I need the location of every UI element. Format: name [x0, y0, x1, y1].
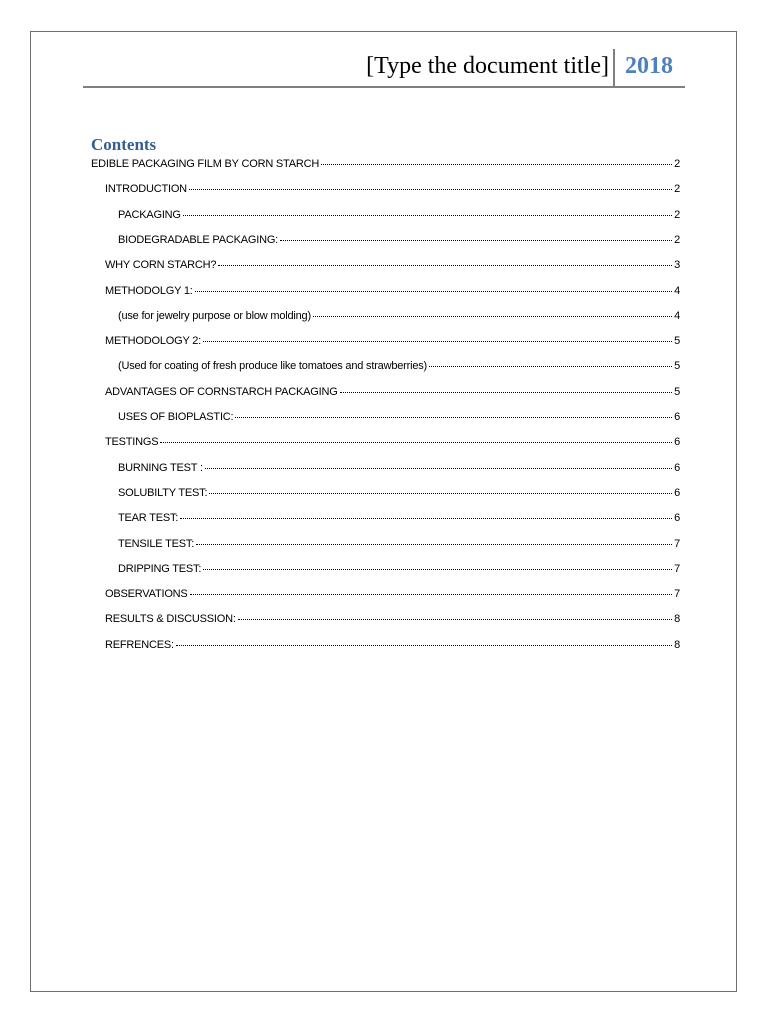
- toc-page-number: 5: [674, 385, 680, 398]
- toc-dot-leader: [203, 569, 672, 570]
- toc-entry-title: PACKAGING: [118, 208, 181, 221]
- toc-entry-title: BURNING TEST :: [118, 461, 203, 474]
- toc-page-number: 6: [674, 411, 680, 423]
- header-separator: [613, 49, 615, 86]
- toc-entry-title: USES OF BIOPLASTIC:: [118, 411, 234, 423]
- toc-page-number: 7: [674, 537, 680, 550]
- toc-dot-leader: [180, 518, 672, 519]
- toc-entry-title: TENSILE TEST:: [118, 537, 195, 550]
- toc-entry-title: METHODOLGY 1:: [105, 284, 193, 297]
- toc-dot-leader: [235, 417, 672, 418]
- toc-page-number: 5: [674, 360, 680, 373]
- toc-entry[interactable]: [91, 512, 680, 530]
- toc-page-number: 8: [674, 613, 680, 626]
- toc-page-number: 2: [674, 158, 680, 170]
- toc-entry-title: METHODOLOGY 2:: [105, 335, 202, 348]
- toc-entry-title: SOLUBILTY TEST:: [118, 486, 208, 499]
- toc-entry[interactable]: [91, 538, 680, 556]
- toc-page-number: 2: [674, 233, 680, 246]
- toc-entry-title: TEAR TEST:: [118, 512, 179, 525]
- toc-entry[interactable]: [91, 285, 680, 303]
- toc-dot-leader: [195, 291, 672, 292]
- toc-dot-leader: [183, 215, 672, 216]
- toc-dot-leader: [218, 265, 672, 266]
- toc-dot-leader: [321, 164, 672, 165]
- toc-entry-title: TESTINGS: [105, 436, 159, 449]
- toc-dot-leader: [176, 645, 672, 646]
- toc-entry[interactable]: [91, 259, 680, 277]
- toc-entry[interactable]: [91, 183, 680, 201]
- toc-page-number: 4: [674, 309, 680, 322]
- toc-entry[interactable]: [91, 360, 680, 378]
- toc-entry-title: EDIBLE PACKAGING FILM BY CORN STARCH: [91, 158, 320, 170]
- page-header: [83, 49, 685, 88]
- toc-entry[interactable]: [91, 436, 680, 454]
- toc-page-number: 7: [674, 562, 680, 575]
- toc-page-number: 6: [674, 461, 680, 474]
- toc-dot-leader: [209, 493, 672, 494]
- toc-entry-title: RESULTS & DISCUSSION:: [105, 613, 236, 626]
- toc-entry[interactable]: [91, 335, 680, 353]
- toc-entry-title: REFRENCES:: [105, 638, 174, 651]
- header-year[interactable]: 2018: [625, 53, 673, 79]
- toc-entry-title: BIODEGRADABLE PACKAGING:: [118, 233, 279, 246]
- toc-entry-title: INTRODUCTION: [105, 183, 187, 196]
- toc-page-number: 5: [674, 335, 680, 348]
- contents-heading: Contents: [91, 135, 157, 154]
- toc-dot-leader: [205, 468, 672, 469]
- toc-page-number: 7: [674, 588, 680, 601]
- toc-dot-leader: [429, 366, 672, 367]
- toc-dot-leader: [313, 316, 672, 317]
- toc-dot-leader: [238, 619, 672, 620]
- toc-entry[interactable]: [91, 158, 680, 176]
- toc-entry[interactable]: [91, 310, 680, 328]
- toc-page-number: 4: [674, 284, 680, 297]
- document-title[interactable]: [Type the document title]: [366, 53, 609, 79]
- toc-entry[interactable]: [91, 462, 680, 480]
- toc-page-number: 3: [674, 259, 680, 272]
- toc-entry[interactable]: [91, 209, 680, 227]
- toc-page-number: 2: [674, 183, 680, 196]
- toc-entry[interactable]: [91, 613, 680, 631]
- toc-entry[interactable]: [91, 386, 680, 404]
- toc-entry-title: OBSERVATIONS: [105, 588, 188, 601]
- toc-entry[interactable]: [91, 487, 680, 505]
- toc-entry-title: (Used for coating of fresh produce like tomatoes and strawberries): [118, 360, 428, 373]
- toc-page-number: 6: [674, 512, 680, 525]
- document-page: [30, 31, 737, 992]
- toc-page-number: 6: [674, 486, 680, 499]
- toc-entry[interactable]: [91, 639, 680, 657]
- toc-entry[interactable]: [91, 588, 680, 606]
- toc-dot-leader: [189, 189, 672, 190]
- toc-entry-title: DRIPPING TEST:: [118, 562, 202, 575]
- toc-dot-leader: [160, 442, 672, 443]
- toc-page-number: 6: [674, 436, 680, 449]
- toc-entry[interactable]: [91, 563, 680, 581]
- toc-entry-title: ADVANTAGES OF CORNSTARCH PACKAGING: [105, 385, 338, 398]
- toc-entry-title: WHY CORN STARCH?: [105, 259, 217, 272]
- toc-entry-title: (use for jewelry purpose or blow molding): [118, 309, 311, 322]
- toc-entry[interactable]: [91, 234, 680, 252]
- toc-dot-leader: [280, 240, 672, 241]
- toc-entry[interactable]: [91, 411, 680, 429]
- toc-dot-leader: [340, 392, 672, 393]
- toc-dot-leader: [190, 594, 673, 595]
- toc-dot-leader: [203, 341, 672, 342]
- toc-page-number: 2: [674, 208, 680, 221]
- toc-page-number: 8: [674, 638, 680, 651]
- toc-dot-leader: [196, 544, 672, 545]
